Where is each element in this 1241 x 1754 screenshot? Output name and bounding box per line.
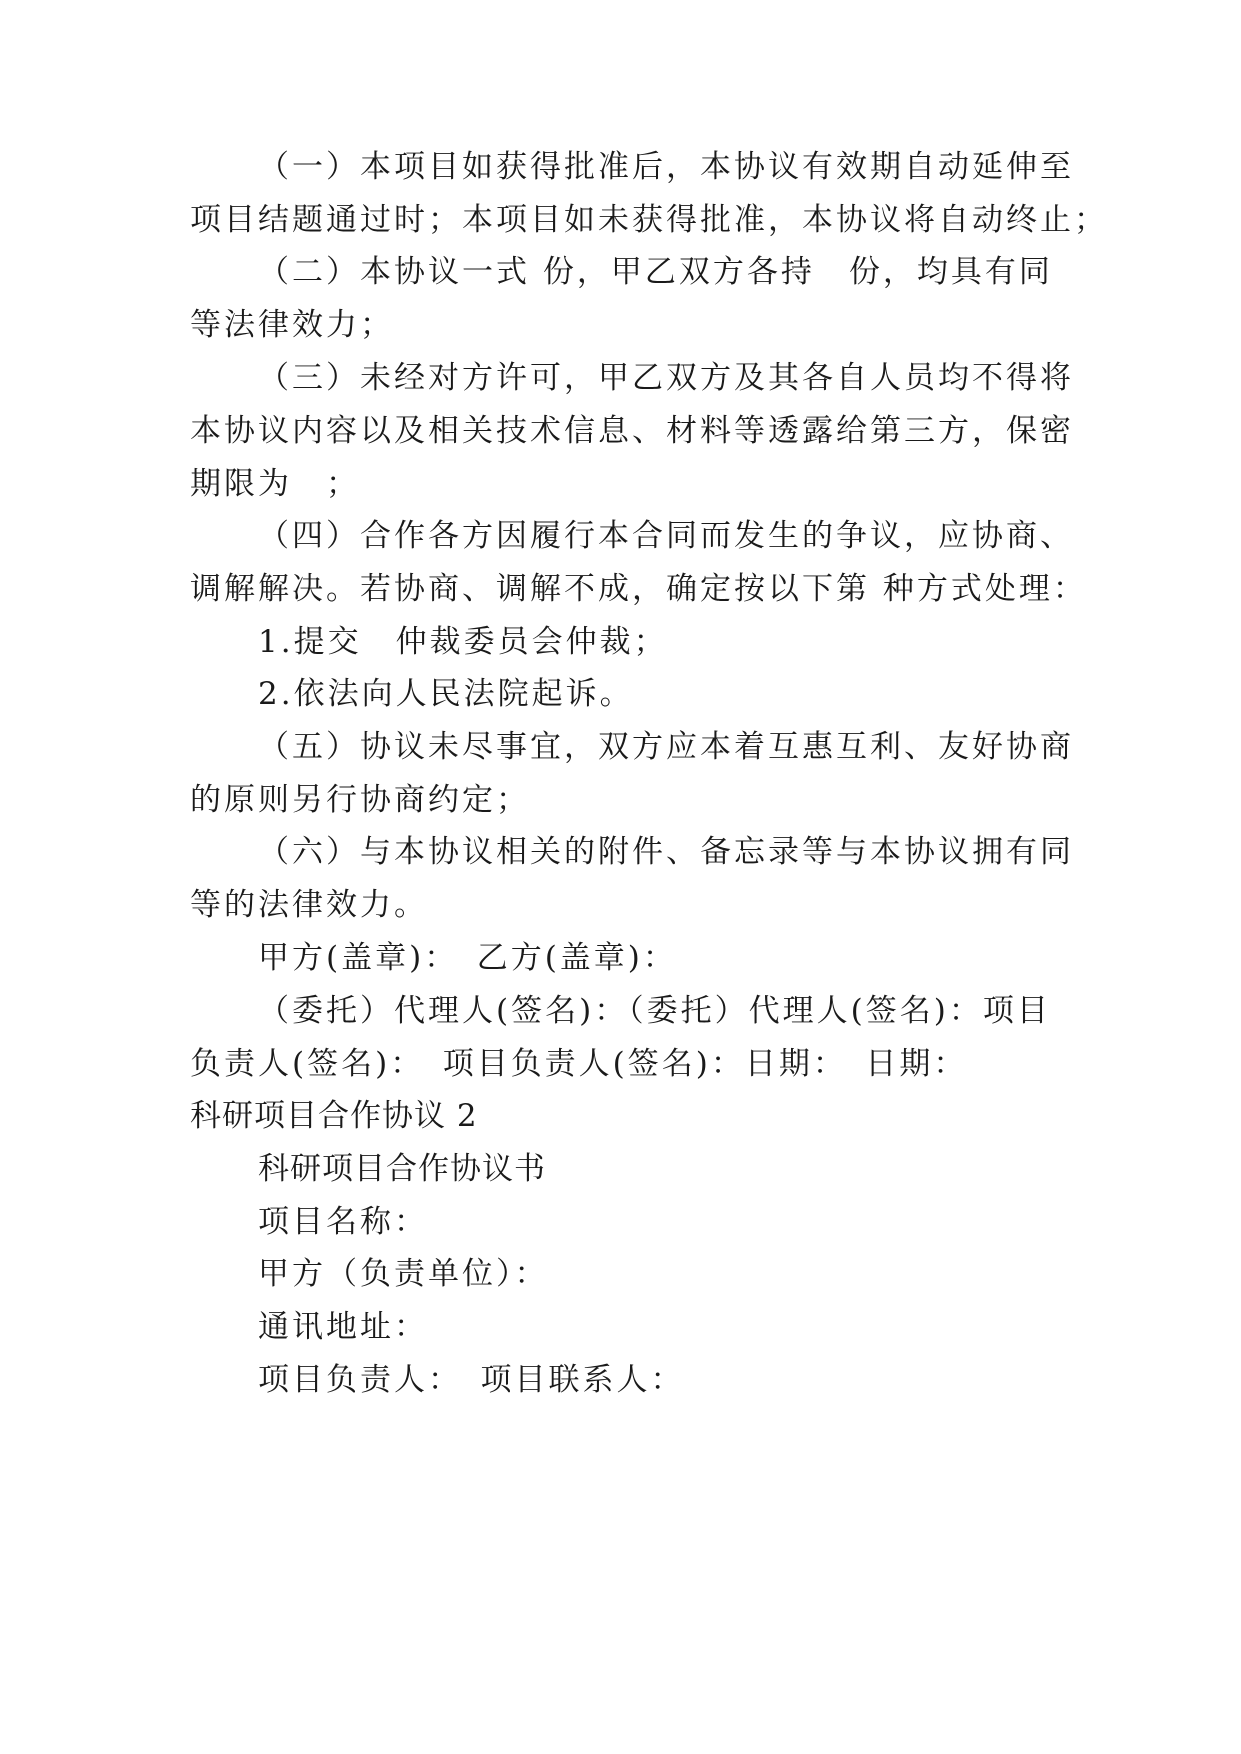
clause-6-line-1: （六）与本协议相关的附件、备忘录等与本协议拥有同 <box>258 834 1074 870</box>
clause-1-line-1: （一）本项目如获得批准后，本协议有效期自动延伸至 <box>258 149 1074 185</box>
signature-agent-line: （委托）代理人(签名)：（委托）代理人(签名)：项目 <box>258 993 1051 1029</box>
clause-1-line-2: 项目结题通过时；本项目如未获得批准，本协议将自动终止； <box>190 202 1108 238</box>
clause-3-line-1: （三）未经对方许可，甲乙双方及其各自人员均不得将 <box>258 360 1074 396</box>
signature-date-line: 负责人(签名)： 项目负责人(签名)：日期： 日期： <box>190 1046 968 1082</box>
address-label: 通讯地址： <box>258 1309 428 1345</box>
clause-4-option-1: 1.提交 仲裁委员会仲裁； <box>258 624 668 660</box>
clause-6-line-2: 等的法律效力。 <box>190 887 428 923</box>
clause-3-line-2: 本协议内容以及相关技术信息、材料等透露给第三方，保密 <box>190 413 1074 449</box>
clause-5-line-1: （五）协议未尽事宜，双方应本着互惠互利、友好协商 <box>258 729 1074 765</box>
clause-4-option-2: 2.依法向人民法院起诉。 <box>258 676 634 712</box>
clause-2-line-1: （二）本协议一式 份，甲乙双方各持 份，均具有同 <box>258 254 1053 290</box>
party-a-label: 甲方（负责单位）： <box>258 1256 549 1292</box>
clause-2-line-2: 等法律效力； <box>190 307 394 343</box>
clause-5-line-2: 的原则另行协商约定； <box>190 782 530 818</box>
project-name-label: 项目名称： <box>258 1204 428 1240</box>
clause-4-line-2: 调解解决。若协商、调解不成，确定按以下第 种方式处理： <box>190 571 1087 607</box>
project-leader-label: 项目负责人： 项目联系人： <box>258 1362 685 1398</box>
clause-4-line-1: （四）合作各方因履行本合同而发生的争议，应协商、 <box>258 518 1074 554</box>
section-heading: 科研项目合作协议 2 <box>190 1098 478 1134</box>
clause-3-line-3: 期限为 ； <box>190 466 360 502</box>
agreement-title: 科研项目合作协议书 <box>258 1151 546 1187</box>
signature-seal-line: 甲方(盖章)： 乙方(盖章)： <box>258 940 677 976</box>
